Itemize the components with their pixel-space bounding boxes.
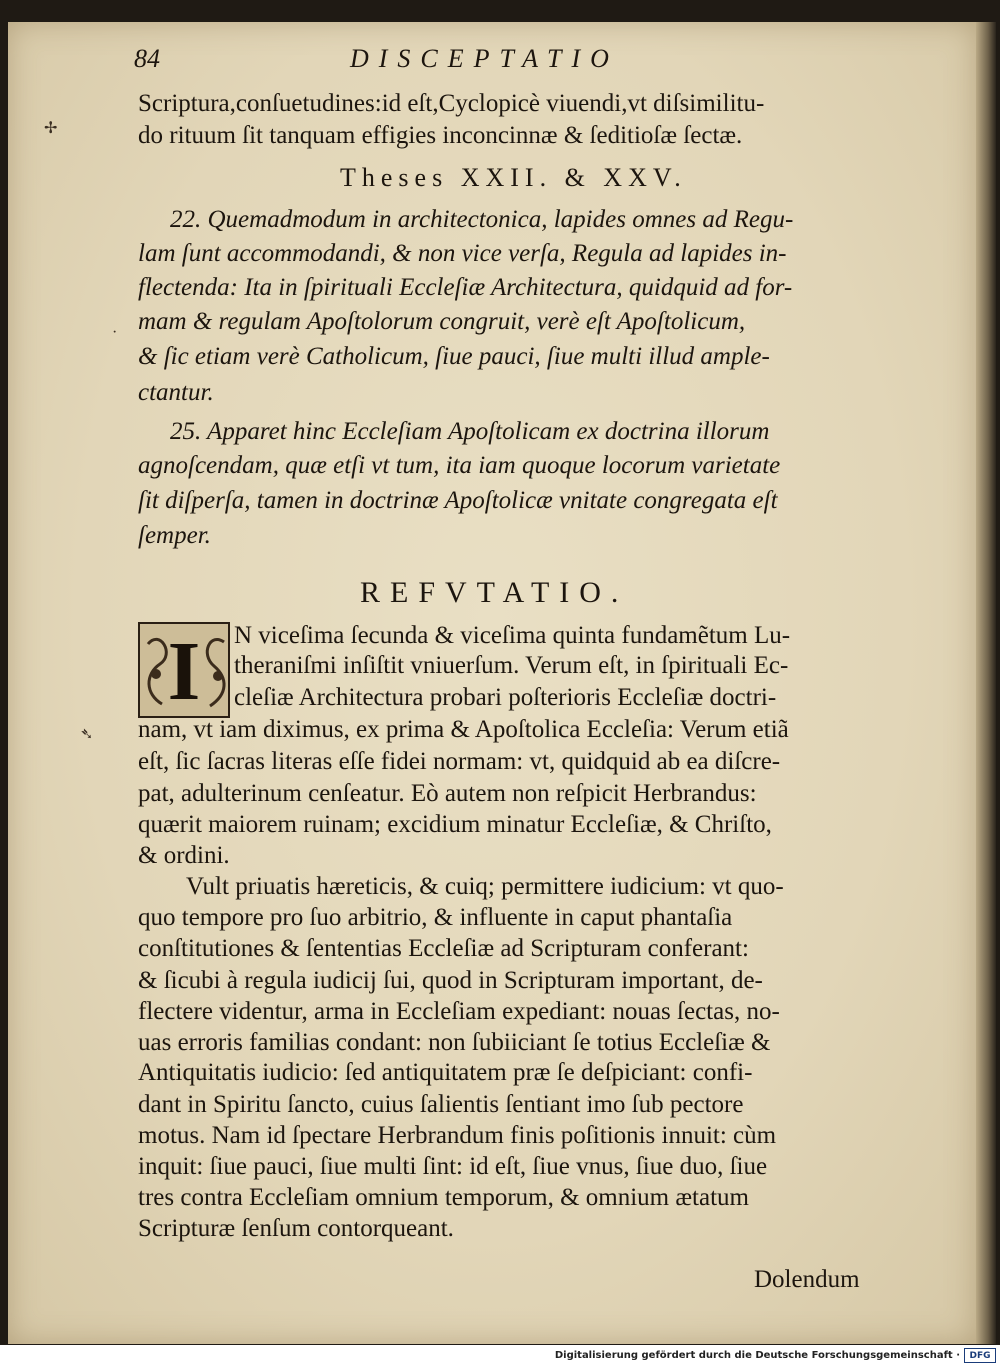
refutatio-line: N viceſima ſecunda & viceſima quinta fundamẽtum Lu-: [234, 622, 791, 649]
refutatio-line: theraniſmi inſiſtit vniuerſum. Verum eſt, in ſpirituali Ec-: [234, 652, 789, 679]
refutatio-line: eſt, ſic ſacras literas eſſe fidei normam: vt, quidquid ab ea diſcre-: [138, 748, 781, 775]
page-edge: [976, 22, 996, 1344]
dfg-logo-icon[interactable]: DFG: [964, 1348, 996, 1363]
refutatio-line: & ordini.: [138, 842, 230, 869]
refutatio-heading: REFVTATIO.: [360, 576, 629, 609]
catchword: Dolendum: [754, 1266, 860, 1293]
thesis-line: mam & regulam Apoſtolorum congruit, verè eſt Apoſtolicum,: [138, 308, 746, 335]
paragraph-line: motus. Nam id ſpectare Herbrandum finis poſitionis innuit: cùm: [138, 1122, 777, 1149]
theses-heading: Theses XXII. & XXV.: [340, 163, 687, 192]
decorated-initial: [138, 622, 230, 718]
page-number: 84: [134, 44, 160, 73]
refutatio-line: quærit maiorem ruinam; excidium minatur Eccleſiæ, & Chriſto,: [138, 811, 772, 838]
footer-credit: Digitalisierung gefördert durch die Deutsche Forschungsgemeinschaft ·: [554, 1350, 960, 1361]
paragraph-line: flectere videntur, arma in Eccleſiam expediant: nouas ſectas, no-: [138, 998, 780, 1025]
margin-mark-icon: ✢: [44, 120, 58, 137]
refutatio-line: pat, adulterinum cenſeatur. Eò autem non reſpicit Herbrandus:: [138, 780, 757, 807]
refutatio-line: nam, vt iam diximus, ex prima & Apoſtolica Eccleſia: Verum etiã: [138, 716, 789, 743]
paragraph-line: dant in Spiritu ſancto, cuius ſalientis ſentiant imo ſub pectore: [138, 1091, 744, 1118]
paragraph-line: & ſicubi à regula iudicij ſui, quod in Scripturam important, de-: [138, 967, 763, 994]
paragraph-line: Vult priuatis hæreticis, & cuiq; permittere iudicium: vt quo-: [186, 873, 784, 900]
paragraph-line: tres contra Eccleſiam omnium temporum, & omnium ætatum: [138, 1184, 749, 1211]
refutatio-line: cleſiæ Architectura probari poſterioris Eccleſiæ doctri-: [234, 684, 777, 711]
initial-letter: I: [167, 625, 201, 718]
thesis-line: ctantur.: [138, 379, 214, 406]
thesis-line: 22. Quemadmodum in architectonica, lapides omnes ad Regu-: [170, 206, 794, 233]
paragraph-line: Scripturæ ſenſum contorqueant.: [138, 1215, 454, 1242]
margin-mark-icon: ➴: [80, 726, 94, 743]
thesis-line: & ſic etiam verè Catholicum, ſiue pauci, ſiue multi illud ample-: [138, 343, 770, 370]
thesis-line: 25. Apparet hinc Eccleſiam Apoſtolicam ex doctrina illorum: [170, 418, 770, 445]
margin-mark-icon: ·: [112, 324, 118, 341]
footer-bar: [0, 1345, 1000, 1367]
paragraph-line: conſtitutiones & ſententias Eccleſiæ ad Scripturam conferant:: [138, 935, 749, 962]
paragraph-line: uas erroris familias condant: non ſubiiciant ſe totius Eccleſiæ &: [138, 1029, 771, 1056]
thesis-line: agnoſcendam, quæ etſi vt tum, ita iam quoque locorum varietate: [138, 452, 781, 479]
thesis-line: ſit diſperſa, tamen in doctrinæ Apoſtolicæ vnitate congregata eſt: [138, 487, 778, 514]
thesis-line: flectenda: Ita in ſpirituali Eccleſiæ Architectura, quidquid ad for-: [138, 274, 793, 301]
running-head: DISCEPTATIO: [350, 44, 619, 73]
paragraph-line: quo tempore pro ſuo arbitrio, & influente in caput phantaſia: [138, 904, 733, 931]
paragraph-line: inquit: ſiue pauci, ſiue multi ſint: id eſt, ſiue vnus, ſiue duo, ſiue: [138, 1153, 768, 1180]
thesis-line: ſemper.: [138, 522, 211, 549]
intro-line: do rituum ſit tanquam effigies inconcinnæ & ſeditioſæ ſectæ.: [138, 122, 743, 149]
paragraph-line: Antiquitatis iudicio: ſed antiquitatem præ ſe deſpiciant: confi-: [138, 1059, 753, 1086]
intro-line: Scriptura,conſuetudines:id eſt,Cyclopicè viuendi,vt diſsimilitu-: [138, 90, 765, 117]
thesis-line: lam ſunt accommodandi, & non vice verſa, Regula ad lapides in-: [138, 240, 787, 267]
